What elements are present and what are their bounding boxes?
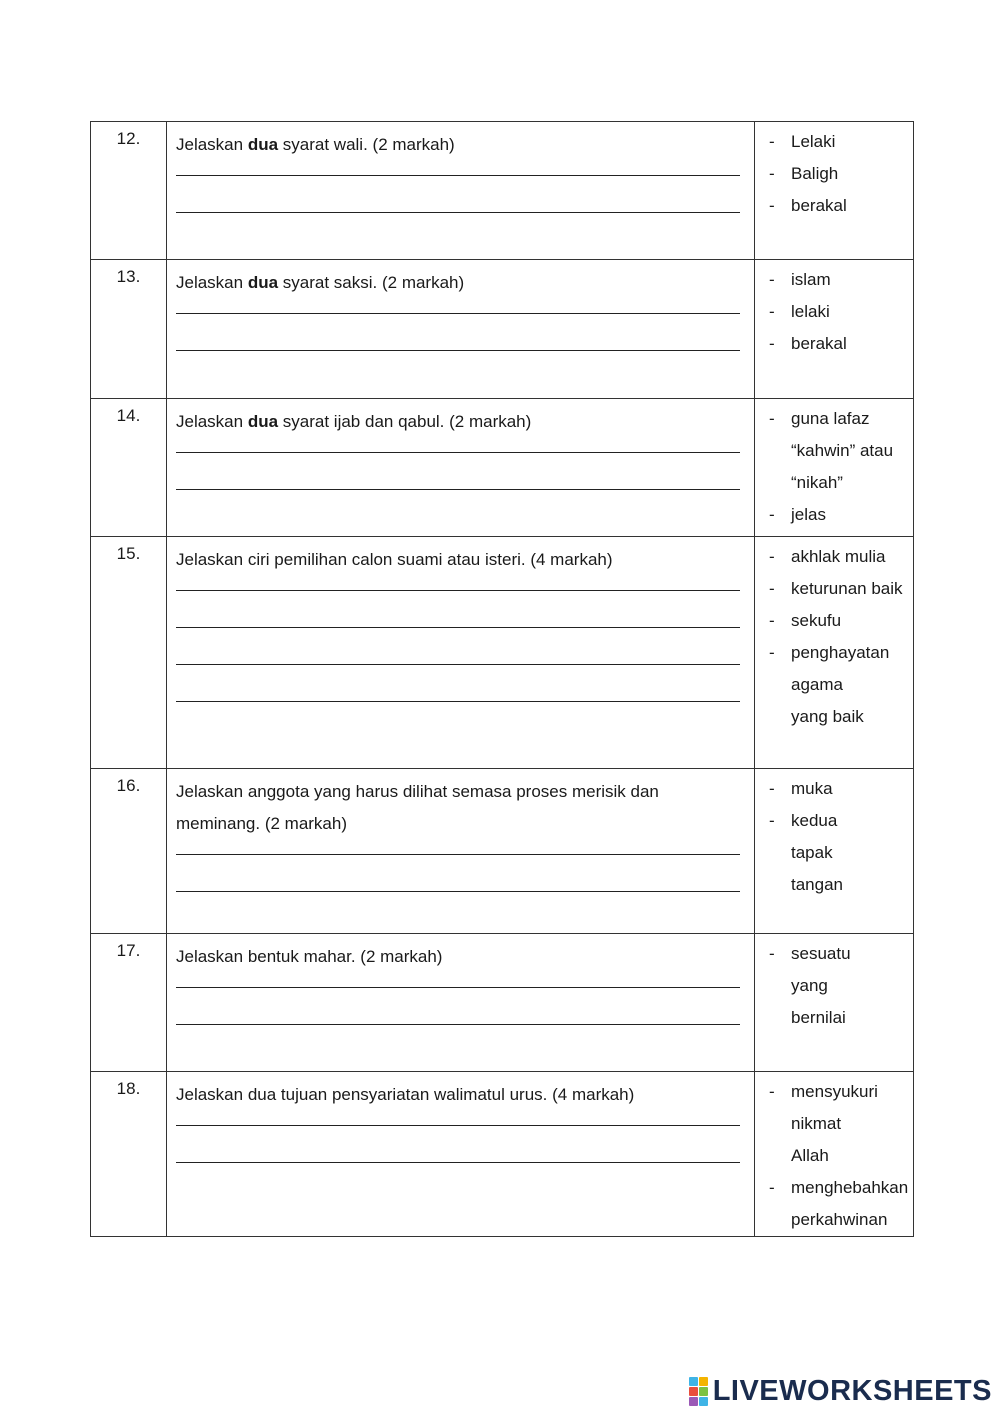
question-row — [91, 1072, 914, 1237]
question-number: 14. — [91, 399, 167, 537]
answer-key-item: - keturunan baik — [769, 573, 909, 605]
question-cell — [167, 399, 755, 537]
answer-key-cell — [755, 260, 914, 399]
answer-key-cell — [755, 1072, 914, 1237]
answer-line[interactable] — [176, 591, 740, 628]
answer-line[interactable] — [176, 988, 740, 1025]
answer-key-cell — [755, 769, 914, 934]
answer-line[interactable] — [176, 1111, 740, 1126]
answer-key-item: - Lelaki — [769, 126, 909, 158]
brand-name: LIVEWORKSHEETS — [712, 1374, 992, 1407]
liveworksheets-logo-icon — [689, 1377, 708, 1406]
answer-line[interactable] — [176, 973, 740, 988]
answer-key-item: - akhlak mulia — [769, 541, 909, 573]
answer-line[interactable] — [176, 299, 740, 314]
answer-key-item: - berakal — [769, 190, 909, 222]
question-table — [90, 121, 914, 1237]
logo-tile — [699, 1397, 708, 1406]
answer-line[interactable] — [176, 438, 740, 453]
question-cell — [167, 537, 755, 769]
answer-line[interactable] — [176, 628, 740, 665]
answer-key-cell — [755, 399, 914, 537]
question-row — [91, 122, 914, 260]
question-cell — [167, 122, 755, 260]
answer-key-item: - muka — [769, 773, 909, 805]
question-text: Jelaskan bentuk mahar. (2 markah) — [176, 947, 443, 966]
question-cell — [167, 260, 755, 399]
answer-key-cell — [755, 934, 914, 1072]
answer-key-item: - kedua tapak tangan — [769, 805, 909, 901]
question-row — [91, 537, 914, 769]
question-text: Jelaskan dua syarat wali. (2 markah) — [176, 135, 455, 154]
answer-key-item: - menghebahkan perkahwinan — [769, 1172, 909, 1236]
answer-key-item: - guna lafaz “kahwin” atau “nikah” — [769, 403, 909, 499]
question-text: Jelaskan dua tujuan pensyariatan walimatul urus. (4 markah) — [176, 1085, 635, 1104]
answer-line[interactable] — [176, 453, 740, 490]
answer-line[interactable] — [176, 161, 740, 176]
answer-line[interactable] — [176, 840, 740, 855]
answer-line[interactable] — [176, 1126, 740, 1163]
question-text: Jelaskan ciri pemilihan calon suami atau isteri. (4 markah) — [176, 550, 613, 569]
answer-line[interactable] — [176, 665, 740, 702]
answer-line[interactable] — [176, 576, 740, 591]
answer-key-item: - sesuatu yang bernilai — [769, 938, 909, 1034]
answer-key-item: - jelas — [769, 499, 909, 531]
answer-key-item: - penghayatan agama yang baik — [769, 637, 909, 733]
answer-key-item: - sekufu — [769, 605, 909, 637]
question-row — [91, 934, 914, 1072]
logo-tile — [699, 1387, 708, 1396]
question-text: Jelaskan anggota yang harus dilihat semasa proses merisik dan meminang. (2 markah) — [176, 782, 659, 833]
question-cell — [167, 934, 755, 1072]
answer-key-item: - lelaki — [769, 296, 909, 328]
answer-key-cell — [755, 122, 914, 260]
question-number: 18. — [91, 1072, 167, 1237]
logo-tile — [689, 1377, 698, 1386]
question-number: 15. — [91, 537, 167, 769]
question-row — [91, 260, 914, 399]
answer-key-item: - Baligh — [769, 158, 909, 190]
question-cell — [167, 1072, 755, 1237]
question-text: Jelaskan dua syarat saksi. (2 markah) — [176, 273, 465, 292]
answer-key-item: - islam — [769, 264, 909, 296]
question-number: 12. — [91, 122, 167, 260]
answer-key-item: - mensyukuri nikmat Allah — [769, 1076, 909, 1172]
question-number: 16. — [91, 769, 167, 934]
question-cell — [167, 769, 755, 934]
question-row — [91, 399, 914, 537]
logo-tile — [689, 1387, 698, 1396]
liveworksheets-watermark — [689, 1373, 992, 1409]
answer-line[interactable] — [176, 176, 740, 213]
question-number: 13. — [91, 260, 167, 399]
answer-key-item: - berakal — [769, 328, 909, 360]
question-row — [91, 769, 914, 934]
answer-line[interactable] — [176, 855, 740, 892]
question-text: Jelaskan dua syarat ijab dan qabul. (2 markah) — [176, 412, 532, 431]
answer-key-cell — [755, 537, 914, 769]
logo-tile — [689, 1397, 698, 1406]
answer-line[interactable] — [176, 314, 740, 351]
logo-tile — [699, 1377, 708, 1386]
question-number: 17. — [91, 934, 167, 1072]
